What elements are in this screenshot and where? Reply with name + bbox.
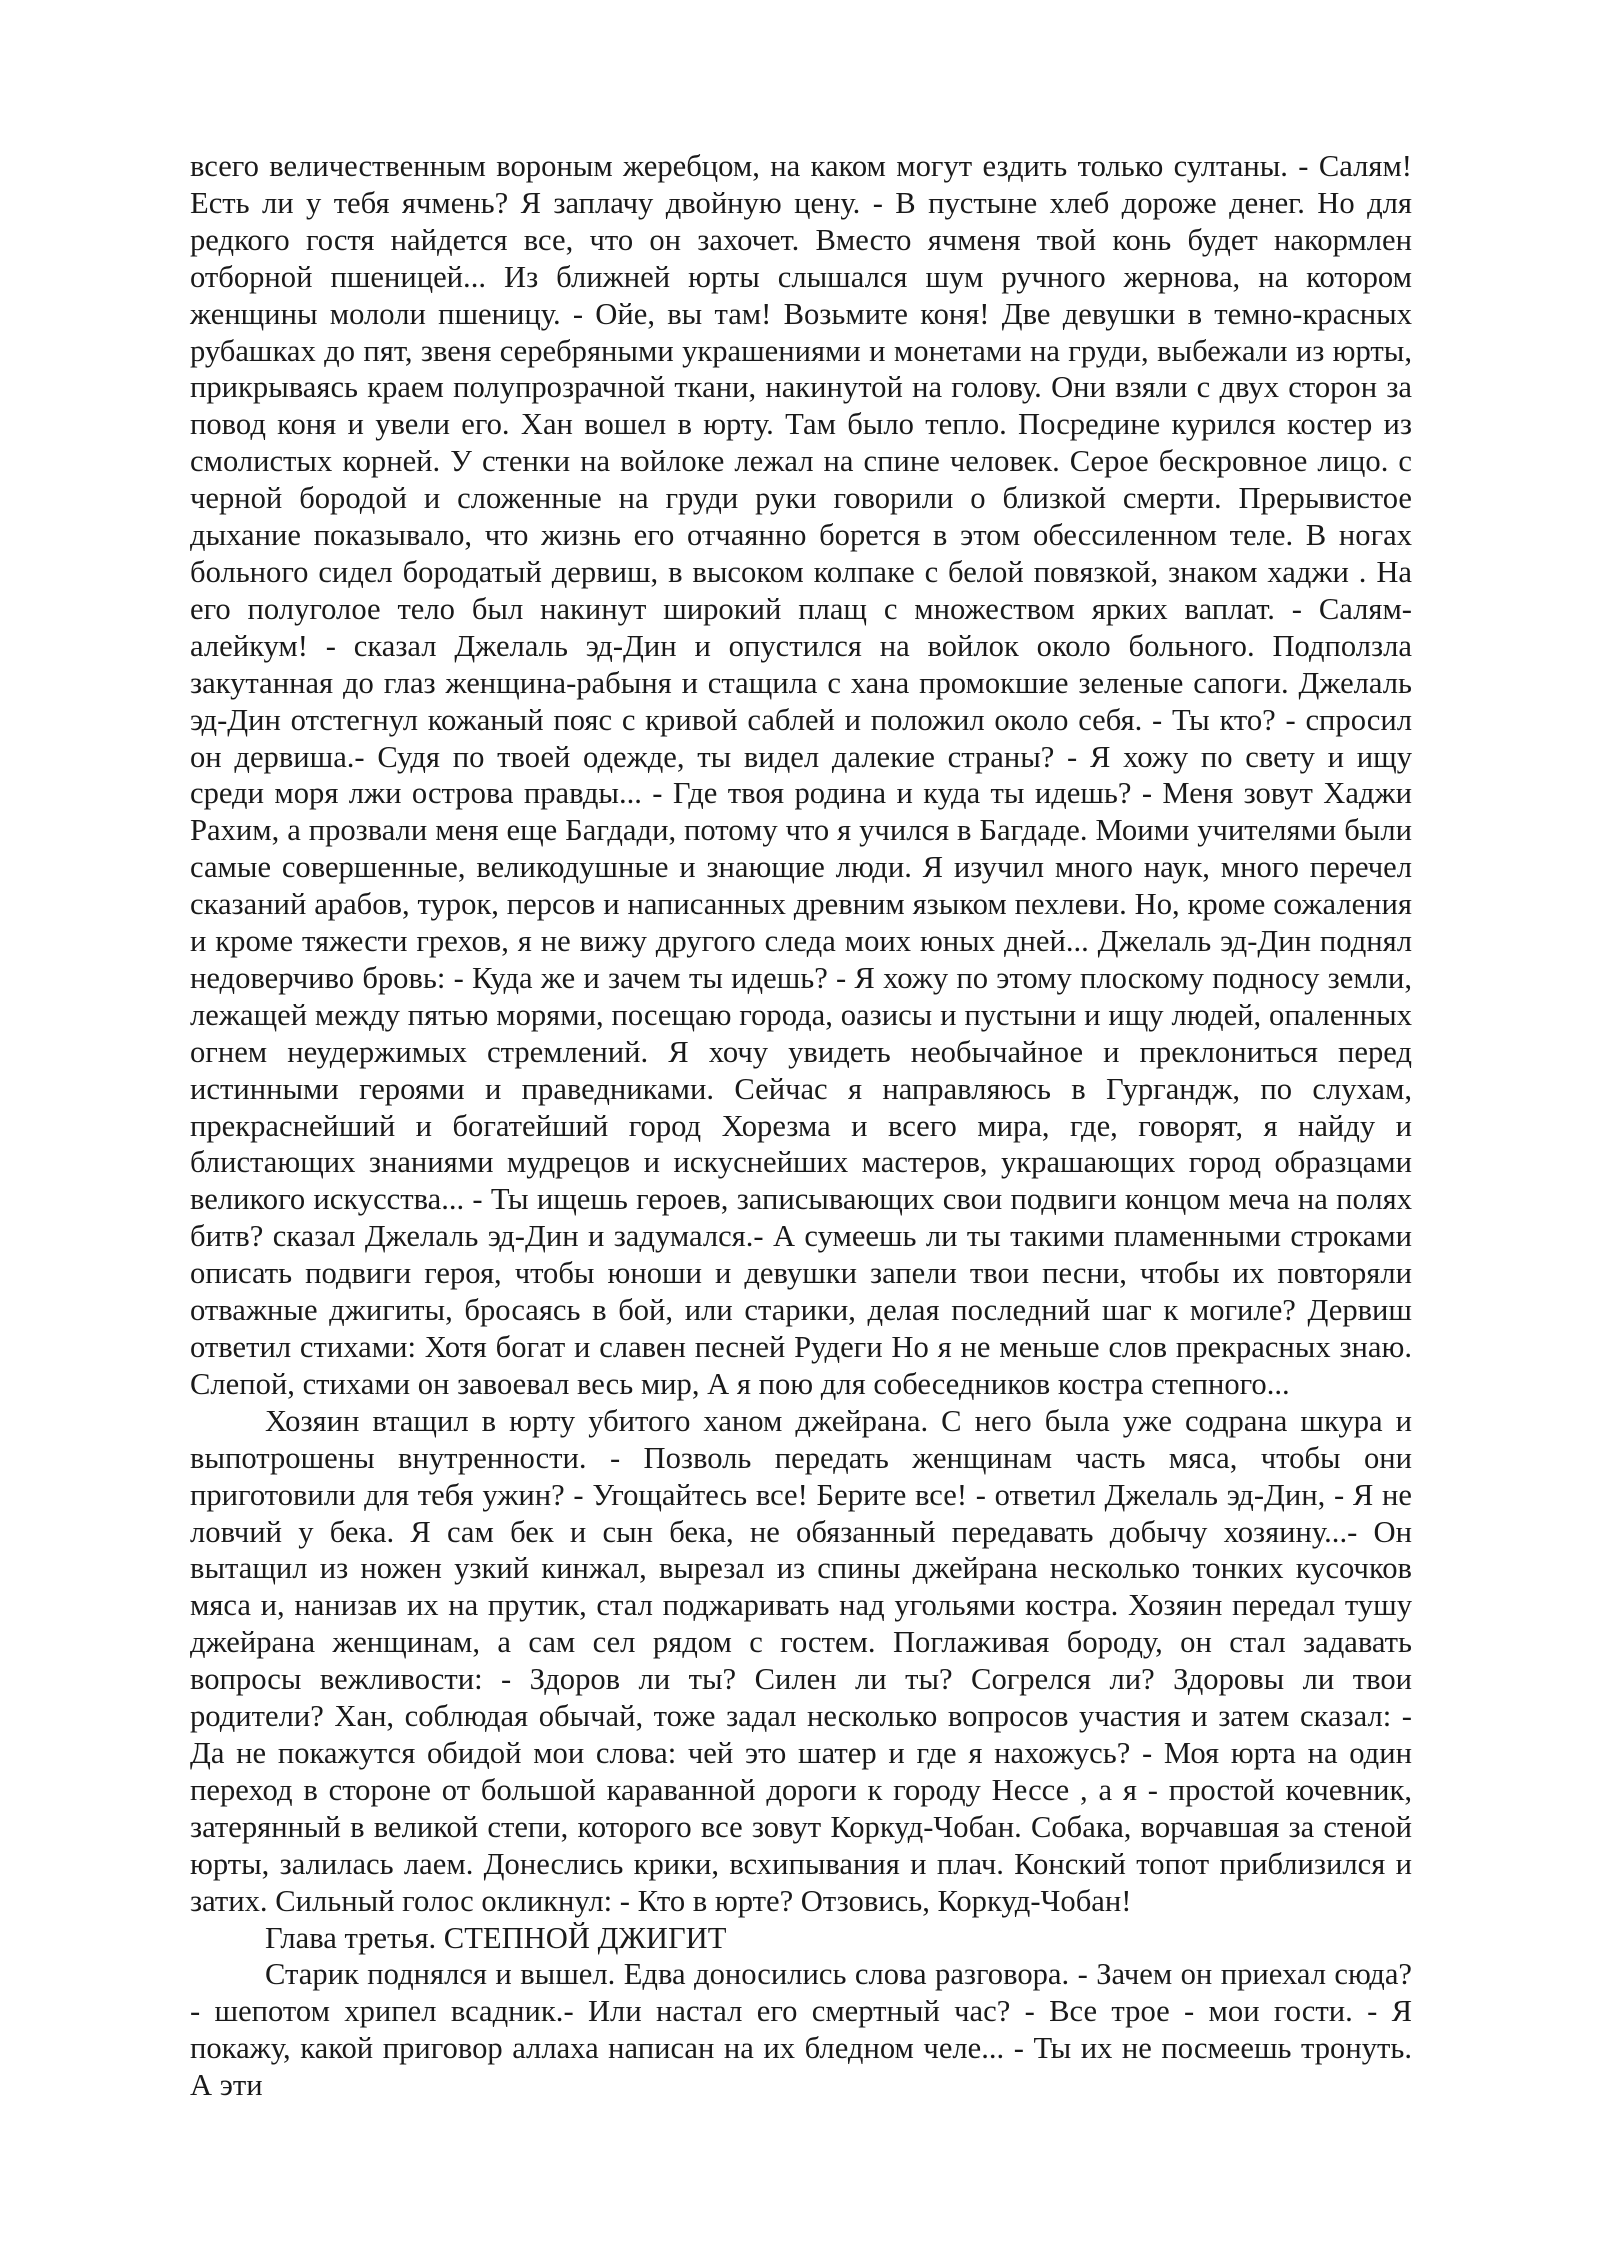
chapter-heading: Глава третья. СТЕПНОЙ ДЖИГИТ [265, 1920, 727, 1955]
paragraph-hunter-meal: Хозяин втащил в юрту убитого ханом джейрана. С него была уже содрана шкура и выпотрошены внутренности. - Позволь передать женщинам часть мяса, чтобы они приготовили для тебя ужин? - Угощайтесь все! Берите все! - ответил Джелаль эд-Дин, - Я не ловчий у бека. Я сам бек и сын бека, не обязанный передавать добычу хозяину...- Он вытащил из ножен узкий кинжал, вырезал из спины джейрана несколько тонких кусочков мяса и, нанизав их на прутик, стал поджаривать над угольями костра. Хозяин передал тушу джейрана женщинам, а сам сел рядом с гостем. Поглаживая бороду, он стал задавать вопросы вежливости: - Здоров ли ты? Силен ли ты? Согрелся ли? Здоровы ли твои родители? Хан, соблюдая обычай, тоже задал несколько вопросов участия и затем сказал: - Да не покажутся обидой мои слова: чей это шатер и где я нахожусь? - Моя юрта на один переход в стороне от большой караванной дороги к городу Нессе , а я - простой кочевник, затерянный в великой степи, которого все зовут Коркуд-Чобан. Собака, ворчавшая за стеной юрты, залилась лаем. Донеслись крики, всхипывания и плач. Конский топот приблизился и затих. Сильный голос окликнул: - Кто в юрте? Отзовись, Коркуд-Чобан! [190, 1403, 1412, 1918]
paragraph-continuation: всего величественным вороным жеребцом, на каком могут ездить только султаны. - Салям! Есть ли у тебя ячмень? Я заплачу двойную цену. - В пустыне хлеб дороже денег. Но для редкого гостя найдется все, что он захочет. Вместо ячменя твой конь будет накормлен отборной пшеницей... Из ближней юрты слышался шум ручного жернова, на котором женщины мололи пшеницу. - Ойе, вы там! Возьмите коня! Две девушки в темно-красных рубашках до пят, звеня серебряными украшениями и монетами на груди, выбежали из юрты, прикрываясь краем полупрозрачной ткани, накинутой на голову. Они взяли с двух сторон за повод коня и увели его. Хан вошел в юрту. Там было тепло. Посредине курился костер из смолистых корней. У стенки на войлоке лежал на спине человек. Серое бескровное лицо. с черной бородой и сложенные на груди руки говорили о близкой смерти. Прерывистое дыхание показывало, что жизнь его отчаянно борется в этом обессиленном теле. В ногах больного сидел бородатый дервиш, в высоком колпаке с белой повязкой, знаком хаджи . На его полуголое тело был накинут широкий плащ с множеством ярких ваплат. - Салям-алейкум! - сказал Джелаль эд-Дин и опустился на войлок около больного. Подползла закутанная до глаз женщина-рабыня и стащила с хана промокшие зеленые сапоги. Джелаль эд-Дин отстегнул кожаный пояс с кривой саблей и положил около себя. - Ты кто? - спросил он дервиша.- Судя по твоей одежде, ты видел далекие страны? - Я хожу по свету и ищу среди моря лжи острова правды... - Где твоя родина и куда ты идешь? - Меня зовут Хаджи Рахим, а прозвали меня еще Багдади, потому что я учился в Багдаде. Моими учителями были самые совершенные, великодушные и знающие люди. Я изучил много наук, много перечел сказаний арабов, турок, персов и написанных древним языком пехлеви. Но, кроме сожаления и кроме тяжести грехов, я не вижу другого следа моих юных дней... Джелаль эд-Дин поднял недоверчиво бровь: - Куда же и зачем ты идешь? - Я хожу по этому плоскому подносу земли, лежащей между пятью морями, посещаю города, оазисы и пустыни и ищу людей, опаленных огнем неудержимых стремлений. Я хочу увидеть необычайное и преклониться перед истинными героями и праведниками. Сейчас я направляюсь в Гургандж, по слухам, прекраснейший и богатейший город Хорезма и всего мира, где, говорят, я найду и блистающих знаниями мудрецов и искуснейших мастеров, украшающих город образцами великого искусства... - Ты ищешь героев, записывающих свои подвиги концом меча на полях битв? сказал Джелаль эд-Дин и задумался.- А сумеешь ли ты такими пламенными строками описать подвиги героя, чтобы юноши и девушки запели твои песни, чтобы их повторяли отважные джигиты, бросаясь в бой, или старики, делая последний шаг к могиле? Дервиш ответил стихами: Хотя богат и славен песней Рудеги Но я не меньше слов прекрасных знаю. Слепой, стихами он завоевал весь мир, А я пою для собеседников костра степного... [190, 149, 1412, 1401]
paragraph-old-man-leaves: Старик поднялся и вышел. Едва доносились слова разговора. - Зачем он приехал сюда? - шепотом хрипел всадник.- Или настал его смертный час? - Все трое - мои гости. - Я покажу, какой приговор аллаха написан на их бледном челе... - Ты их не посмеешь тронуть. А эти [190, 1957, 1412, 2103]
document-page [190, 148, 1412, 2104]
